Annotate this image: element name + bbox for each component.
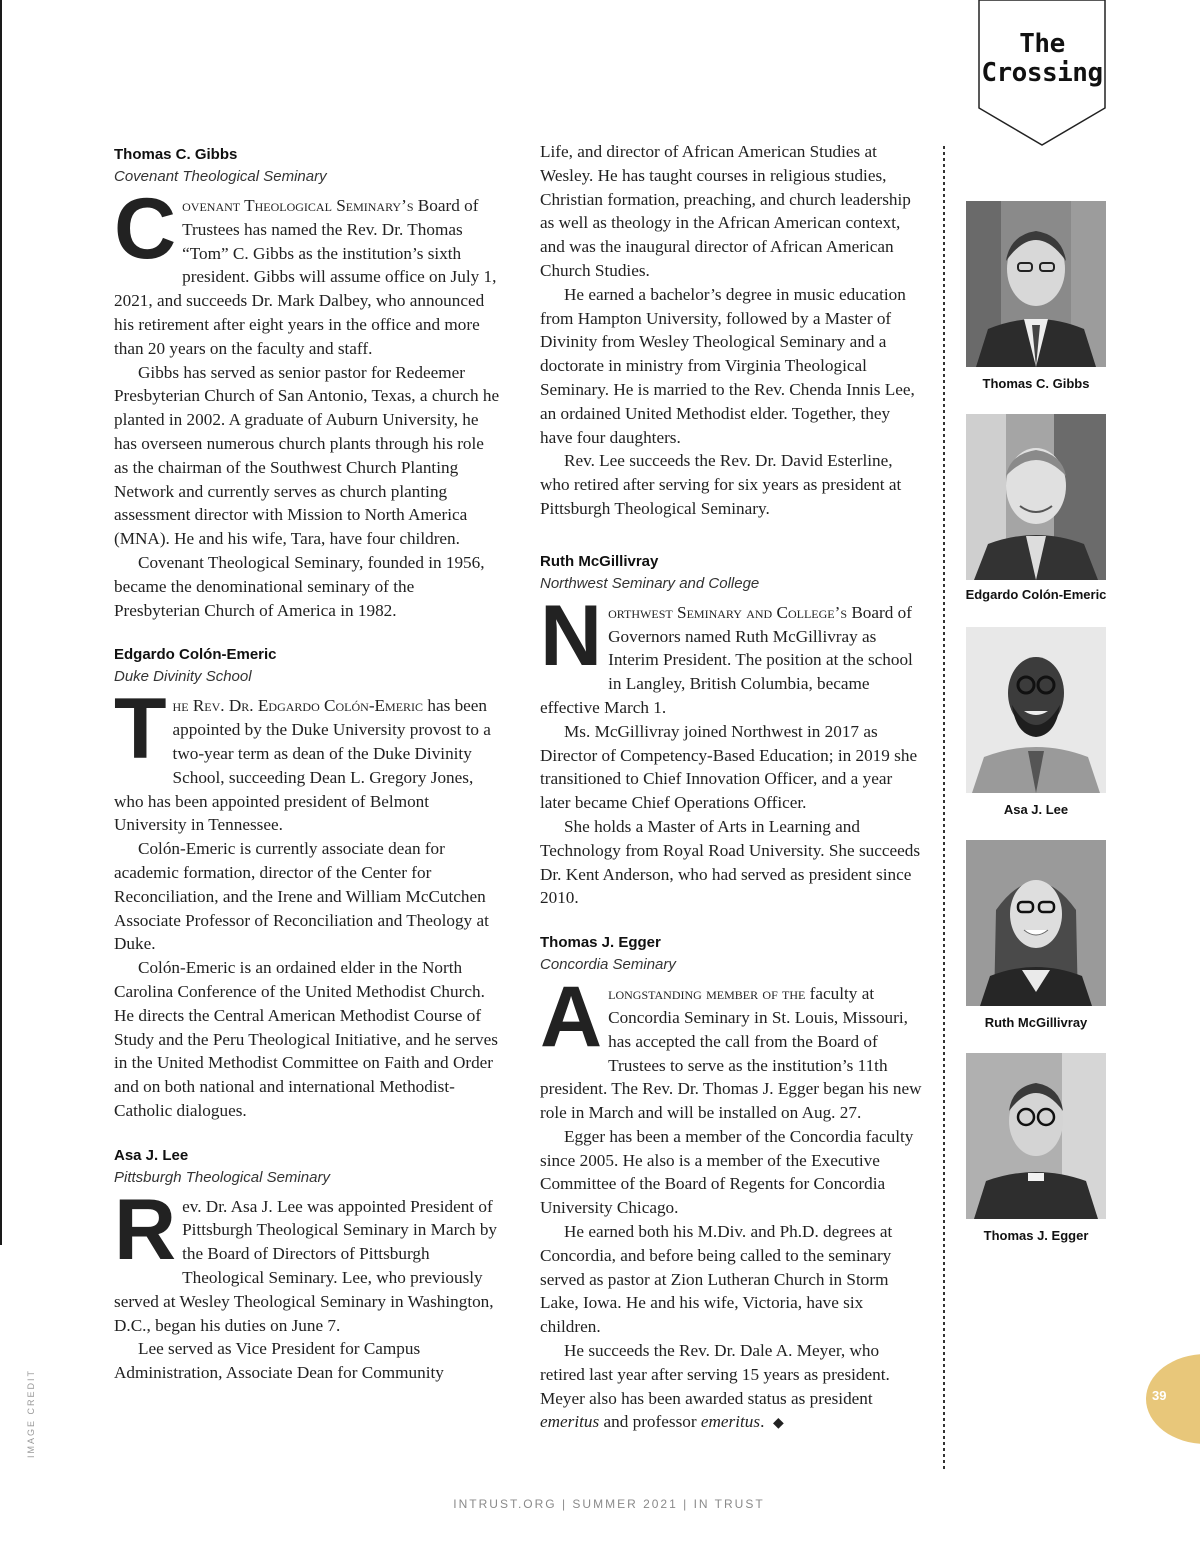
article-school: Northwest Seminary and College xyxy=(540,574,760,592)
tab-title-line1: The xyxy=(1019,29,1065,59)
emphasis: emeritus xyxy=(540,1412,600,1432)
page-footer: INTRUST.ORG | SUMMER 2021 | IN TRUST xyxy=(453,1497,765,1511)
lead-text: has been appointed by the Duke University provost to a two-year term as dean of the Duke Divinity School, succeeding Dean L. Gregory Jones, who has been appointed president of Belmont University in Tennessee. xyxy=(114,696,491,835)
text-run: . xyxy=(760,1412,765,1432)
page-number: 39 xyxy=(1152,1388,1167,1403)
article-school: Pittsburgh Theological Seminary xyxy=(114,1168,330,1186)
lead-small-caps: longstanding member of the xyxy=(608,984,806,1004)
article-name: Ruth McGillivray xyxy=(540,552,659,570)
emphasis: emeritus xyxy=(700,1412,761,1432)
paragraph: Ms. McGillivray joined Northwest in 2017 as Director of Competency-Based Education; in 2019 she transitioned to Chief Innovation Officer, and a year later became Chief Operations Officer. xyxy=(540,721,918,813)
paragraph: Lee served as Vice President for Campus Administration, Associate Dean for Community xyxy=(114,1339,444,1383)
paragraph: He earned a bachelor’s degree in music education from Hampton University, followed by a Master of Divinity from Wesley Theological Seminary and a doctorate in ministry from Virginia Theological Seminary. He is married to the Rev. Chenda Innis Lee, an ordained United Methodist elder. Together, they have four daughters. xyxy=(540,284,915,447)
tab-title-line2: Crossing xyxy=(981,58,1103,88)
lead-paragraph xyxy=(540,969,924,1125)
lead-paragraph xyxy=(114,1181,500,1338)
page-number-badge xyxy=(1146,1354,1200,1444)
article-name: Edgardo Colón-Emeric xyxy=(114,646,277,664)
paragraph: Gibbs has served as senior pastor for Redeemer Presbyterian Church of San Antonio, Texas, a church he planted in 2002. A graduate of Auburn University, he has overseen numerous church plants through his role as the chairman of the Southwest Church Planting Network and currently serves as church planting assessment director with Mission to North America (MNA). He and his wife, Tara, have four children. xyxy=(114,362,500,549)
paragraph: She holds a Master of Arts in Learning and Technology from Royal Road University. She succeeds Dr. Kent Anderson, who had served as president since 2010. xyxy=(540,816,921,908)
photo-caption: Edgardo Colón-Emeric xyxy=(965,587,1107,602)
photo-caption: Thomas J. Egger xyxy=(983,1228,1089,1243)
article-colon-emeric xyxy=(114,644,500,1122)
lead-small-caps: he Rev. Dr. Edgardo Colón-Emeric xyxy=(172,696,424,716)
article-name: Thomas J. Egger xyxy=(540,934,661,952)
portrait-photo-lee xyxy=(966,627,1106,793)
article-name: Asa J. Lee xyxy=(114,1146,189,1164)
article-school: Covenant Theological Seminary xyxy=(114,168,327,185)
paragraph: Colón-Emeric is currently associate dean for academic formation, director of the Center for Reconciliation, and the Irene and William McCutchen Associate Professor of Reconciliation and Theology at Duke. xyxy=(114,839,489,954)
photo-caption: Thomas C. Gibbs xyxy=(982,376,1090,391)
article-column-middle xyxy=(540,140,924,1436)
paragraph xyxy=(540,1339,924,1436)
drop-cap: N xyxy=(540,587,603,684)
article-mcgillivray xyxy=(540,551,924,910)
text-run: and professor xyxy=(599,1412,701,1432)
article-school: Duke Divinity School xyxy=(114,668,252,686)
lead-small-caps: orthwest Seminary and College’s xyxy=(608,602,848,622)
section-tab xyxy=(978,0,1106,146)
left-edge-rule xyxy=(0,0,2,1245)
lead-paragraph xyxy=(114,181,500,361)
portrait-photo-colon-emeric xyxy=(966,414,1106,580)
drop-cap: C xyxy=(114,181,177,277)
text-run: He succeeds the Rev. Dr. Dale A. Meyer, who retired last year after serving 15 years as president. Meyer also has been awarded status as president xyxy=(540,1341,890,1408)
lead-text: Board of Trustees has named the Rev. Dr. Thomas “Tom” C. Gibbs as the institution’s sixth president. Gibbs will assume office on July 1, 2021, and succeeds Dr. Mark Dalbey, who announced his retirement after eight years in the office and more than 20 years on the faculty and staff. xyxy=(114,196,497,358)
lead-small-caps: ovenant Theological Seminary’s xyxy=(182,196,414,215)
portrait-photo-mcgillivray xyxy=(966,840,1106,1006)
drop-cap: A xyxy=(540,969,603,1066)
photo-caption: Ruth McGillivray xyxy=(984,1015,1088,1030)
article-column-left xyxy=(114,144,500,1385)
article-school: Concordia Seminary xyxy=(540,956,676,974)
lead-text: faculty at Concordia Seminary in St. Louis, Missouri, has accepted the call from the Board of Trustees to serve as the institution’s 11th president. The Rev. Dr. Thomas J. Egger began his new role in March and will be installed on Aug. 27. xyxy=(540,984,922,1123)
column-divider xyxy=(943,146,945,1470)
image-credit: IMAGE CREDIT xyxy=(26,1368,36,1458)
paragraph: He earned both his M.Div. and Ph.D. degrees at Concordia, and before being called to the seminary served as pastor at Zion Lutheran Church in Storm Lake, Iowa. He and his wife, Victoria, have six children. xyxy=(540,1222,893,1337)
end-mark-icon: ◆ xyxy=(772,1415,784,1432)
lead-text: Board of Governors named Ruth McGillivray as Interim President. The position at the school in Langley, British Columbia, became effective March 1. xyxy=(540,602,913,717)
lead-text: ev. Dr. Asa J. Lee was appointed President of Pittsburgh Theological Seminary in March by the Board of Directors of Pittsburgh Theological Seminary. Lee, who previously served at Wesley Theological Seminary in Washington, D.C., began his duties on June 7. xyxy=(114,1196,498,1335)
lead-paragraph xyxy=(540,587,924,720)
photo-caption: Asa J. Lee xyxy=(1003,802,1069,817)
portrait-photo-gibbs xyxy=(966,201,1106,367)
paragraph: Rev. Lee succeeds the Rev. Dr. David Esterline, who retired after serving for six years as president at Pittsburgh Theological Seminary. xyxy=(540,451,902,518)
lead-paragraph xyxy=(114,681,500,837)
paragraph: Egger has been a member of the Concordia faculty since 2005. He also is a member of the Executive Committee of the Board of Regents for Concordia University Chicago. xyxy=(540,1126,914,1218)
drop-cap: T xyxy=(114,681,167,778)
article-name: Thomas C. Gibbs xyxy=(114,146,238,163)
drop-cap: R xyxy=(114,1181,177,1278)
paragraph-continued: Life, and director of African American Studies at Wesley. He has taught courses in religious studies, Christian formation, preaching, and church leadership as well as theology in the African American context, and was the inaugural director of African American Church Studies. xyxy=(540,142,911,280)
portrait-photo-egger xyxy=(966,1053,1106,1219)
article-gibbs xyxy=(114,144,500,622)
paragraph: Covenant Theological Seminary, founded in 1956, became the denominational seminary of the Presbyterian Church of America in 1982. xyxy=(114,552,485,620)
paragraph: Colón-Emeric is an ordained elder in the North Carolina Conference of the United Methodist Church. He directs the Central American Methodist Course of Study and the Peru Theological Initiative, and he serves in the United Methodist Committee on Faith and Order and on both national and international Methodist-Catholic dialogues. xyxy=(114,958,498,1120)
article-lee xyxy=(114,1145,500,1385)
article-egger xyxy=(540,932,924,1436)
